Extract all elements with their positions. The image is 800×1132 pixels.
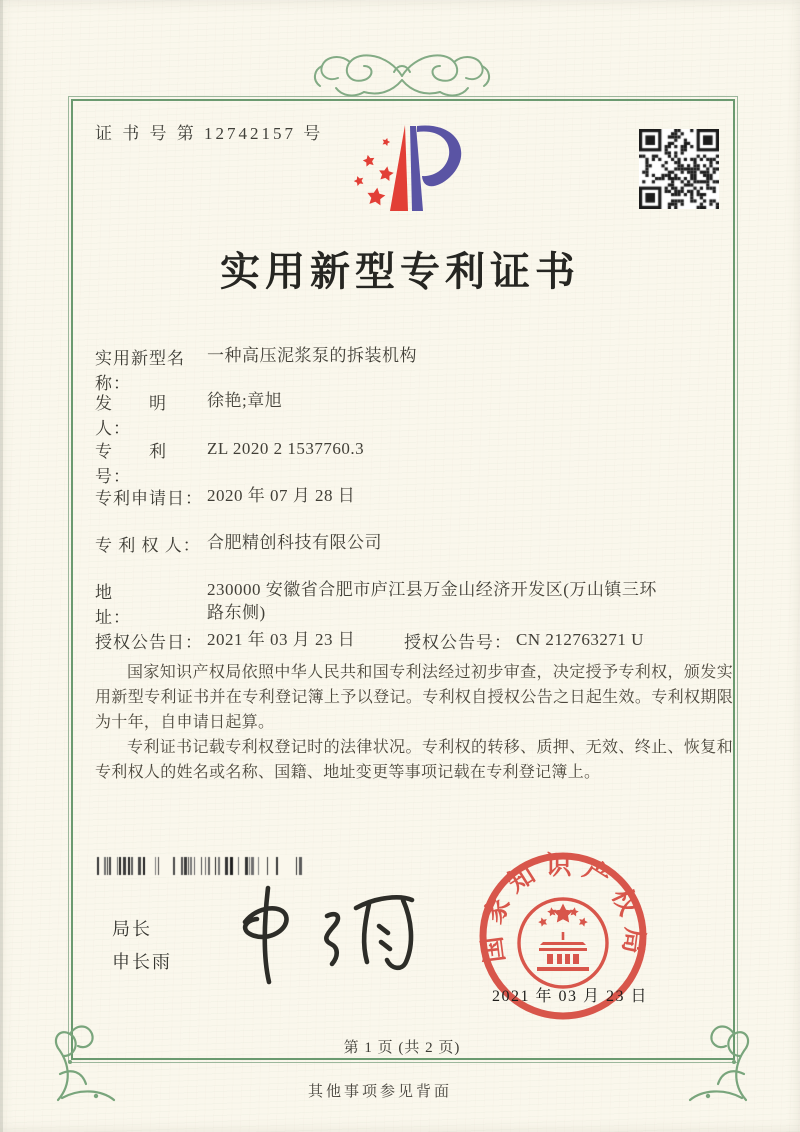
barcode xyxy=(95,855,307,877)
field-value: 2021 年 03 月 23 日 xyxy=(207,630,356,649)
certificate-number: 证 书 号 第 12742157 号 xyxy=(95,124,324,143)
field-value: 合肥精创科技有限公司 xyxy=(207,533,382,552)
page-number: 第 1 页 (共 2 页) xyxy=(343,1040,461,1056)
field-label: 专利申请日： xyxy=(95,489,203,508)
qr-code xyxy=(639,129,719,209)
field-row-inventors xyxy=(95,389,740,438)
field-label: 地 址： xyxy=(95,583,185,627)
field-value: 2020 年 07 月 28 日 xyxy=(207,486,356,505)
grant-number-pair xyxy=(404,628,644,653)
field-label: 实用新型名称： xyxy=(95,349,185,393)
signer-title: 局长 xyxy=(112,919,152,939)
field-label: 授权公告号： xyxy=(404,633,512,652)
signature-icon xyxy=(228,882,423,990)
seal-text: 国家知识产权局 xyxy=(476,851,650,965)
signer-name: 申长雨 xyxy=(112,952,172,972)
field-row-grant xyxy=(95,628,740,652)
grant-date-pair xyxy=(95,628,356,652)
body-paragraph: 专利证书记载专利权登记时的法律状况。专利权的转移、质押、无效、终止、恢复和专利权人的姓名或名称、国籍、地址变更等事项记载在专利登记簿上。 xyxy=(95,739,733,781)
field-row-filing-date xyxy=(95,484,740,508)
field-row-address xyxy=(95,578,740,626)
field-label: 专 利 号： xyxy=(95,442,203,486)
field-row-name xyxy=(95,344,740,393)
field-row-patent-number xyxy=(95,437,740,486)
field-value: 一种高压泥浆泵的拆装机构 xyxy=(207,346,417,365)
field-label: 专 利 权 人： xyxy=(95,536,201,555)
legal-body xyxy=(95,660,733,785)
back-note: 其他事项参见背面 xyxy=(307,1084,452,1100)
field-value: 230000 安徽省合肥市庐江县万金山经济开发区(万山镇三环路东侧) xyxy=(207,580,657,622)
field-label: 发 明 人： xyxy=(95,394,203,438)
field-value: 徐艳;章旭 xyxy=(207,391,283,410)
field-value: CN 212763271 U xyxy=(516,630,644,649)
top-flourish-icon xyxy=(292,44,512,104)
seal-date: 2021 年 03 月 23 日 xyxy=(492,988,649,1005)
certificate-title: 实用新型专利证书 xyxy=(220,249,580,294)
field-value: ZL 2020 2 1537760.3 xyxy=(207,439,365,458)
field-row-patentee xyxy=(95,531,740,555)
cnipa-logo-icon xyxy=(346,118,476,218)
body-paragraph: 国家知识产权局依照中华人民共和国专利法经过初步审查，决定授予专利权，颁发实用新型专利证书并在专利登记簿上予以登记。专利权自授权公告之日起生效。专利权期限为十年，自申请日起算。 xyxy=(95,664,733,731)
field-label: 授权公告日： xyxy=(95,633,203,652)
